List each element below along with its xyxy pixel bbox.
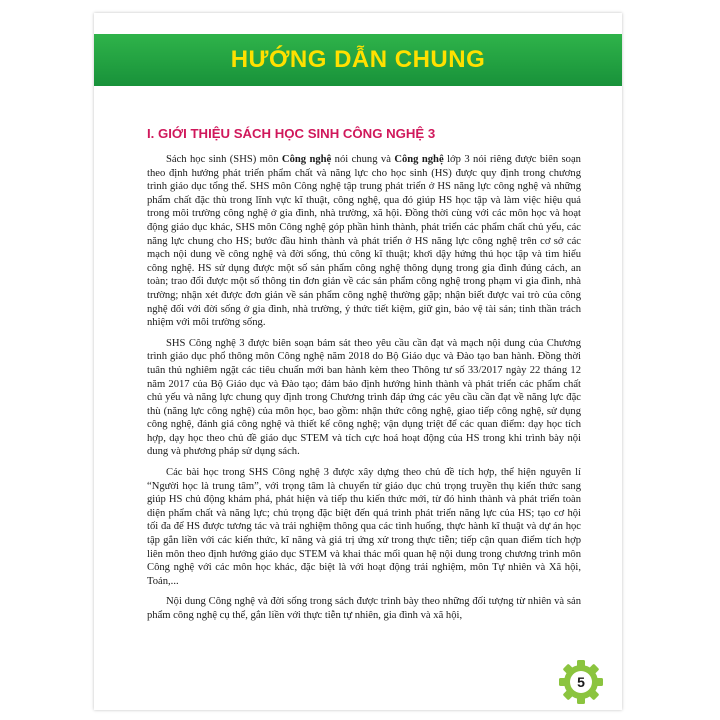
paragraph-1-bold-2: Công nghệ [394, 154, 444, 165]
paragraph-1 [147, 153, 581, 330]
section-heading: I. GIỚI THIỆU SÁCH HỌC SINH CÔNG NGHỆ 3 [147, 126, 436, 141]
book-page [94, 13, 622, 710]
paragraph-1-part-d: lớp 3 nói riêng được biên soạn theo định hướng phát triển phẩm chất và năng lực cho học sinh (HS) được quy định trong chương trình giáo dục tổng thể. SHS môn Công nghệ tập trung phát triển ở HS năng lực công nghệ và những phẩm chất đặc thù trong lĩnh vực kĩ thuật, công nghệ, qua đó giúp HS học tập và làm việc hiệu quả trong môi trường công nghệ ở gia đình, nhà trường, xã hội. Đồng thời cùng với các môn học và hoạt động giáo dục khác, SHS môn Công nghệ góp phần hình thành, phát triển các phẩm chất chủ yếu, các năng lực chung cho HS; bước đầu hình thành và phát triển ở HS năng lực công nghệ trên cơ sở các mạch nội dung về công nghệ và đời sống, thủ công kĩ thuật; khơi dậy hứng thú học tập và tìm hiểu công nghệ. HS sử dụng được một số sản phẩm công nghệ thông dụng trong gia đình đúng cách, an toàn; trao đổi được một số thông tin đơn giản về các sản phẩm công nghệ trong phạm vi gia đình, nhà trường; nhận xét được đơn giản về sản phẩm công nghệ thường gặp; nhận biết được vai trò của công nghệ đối với đời sống ở gia đình, nhà trường, ý thức tiết kiệm, giữ gìn, bảo vệ tài sản; tinh thần trách nhiệm với môi trường sống. [147, 154, 581, 329]
paragraph-1-part-c: nói chung và [331, 154, 395, 165]
page-number: 5 [577, 674, 585, 690]
paragraph-2: SHS Công nghệ 3 được biên soạn bám sát theo yêu cầu cần đạt và mạch nội dung của Chương trình giáo dục phổ thông môn Công nghệ năm 2018 do Bộ Giáo dục và Đào tạo ban hành. Đồng thời tuân thủ nghiêm ngặt các tiêu chuẩn mới ban hành kèm theo Thông tư số 33/2017 ngày 22 tháng 12 năm 2017 của Bộ Giáo dục và Đào tạo; đảm bảo định hướng hình thành và phát triển các phẩm chất chủ yếu và năng lực chung quy định trong Chương trình đáp ứng các yêu cầu cần đạt về năng lực đặc thù (năng lực công nghệ) của môn học, bao gồm: nhận thức công nghệ, giao tiếp công nghệ, sử dụng công nghệ, đánh giá công nghệ và thiết kế công nghệ; vận dụng triệt để các quan điểm: dạy học tích hợp, dạy học theo chủ đề giáo dục STEM và tích cực hoá hoạt động của HS trong khi trình bày nội dung và phương pháp sử dụng sách. [147, 337, 581, 458]
body-text [147, 153, 581, 630]
header-banner [94, 34, 622, 86]
paragraph-1-bold-1: Công nghệ [281, 154, 332, 165]
paragraph-4: Nội dung Công nghệ và đời sống trong sách được trình bày theo những đối tượng từ nhiên và sản phẩm công nghệ cụ thể, gắn liền với thực tiễn tự nhiên, gia đình và xã hội, [147, 596, 581, 621]
paragraph-1-part-a: Sách học sinh (SHS) môn [166, 154, 282, 165]
page-title: HƯỚNG DẪN CHUNG [230, 46, 486, 73]
paragraph-3: Các bài học trong SHS Công nghệ 3 được xây dựng theo chủ đề tích hợp, thể hiện nguyên lí “Người học là trung tâm”, với trọng tâm là chuyển từ giáo dục chủ trọng truyền thụ kiến thức sang giúp HS chủ động khám phá, phát hiện và tiếp thu kiến thức mới, từ đó hình thành và phát triển toàn diện phẩm chất và năng lực; chủ trọng đặc biệt đến quá trình phát triển năng lực của HS; tạo cơ hội tối đa để HS được tương tác và trải nghiệm thông qua các tình huống, thực hành kĩ thuật và dự án học tập gắn liền với các kiến thức, kĩ năng và giá trị ứng xử trong thực tiễn; tiếp cận quan điểm tích hợp liên môn theo định hướng giáo dục STEM và khai thác mối quan hệ nội dung trong chương trình môn Công nghệ với các môn học khác, đặc biệt là với hoạt động trải nghiệm, môn Tự nhiên và Xã hội, Toán,... [147, 467, 581, 587]
